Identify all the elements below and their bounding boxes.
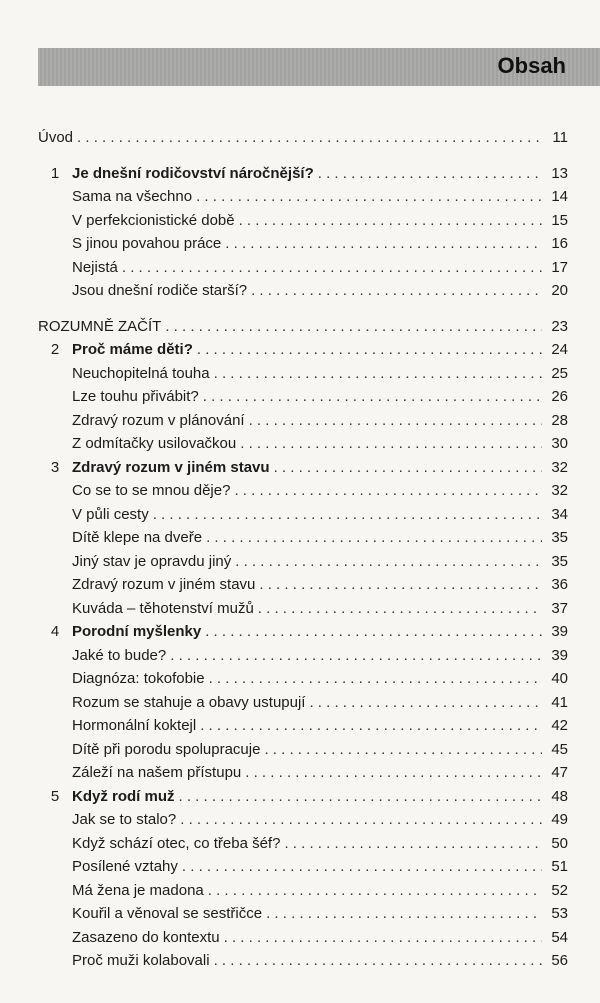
toc-page-number: 25 bbox=[551, 364, 568, 382]
toc-entry[interactable] bbox=[38, 409, 568, 433]
toc-page-number: 34 bbox=[551, 505, 568, 523]
dot-leader bbox=[170, 644, 542, 668]
toc-page-number: 48 bbox=[551, 787, 568, 805]
toc-entry[interactable] bbox=[38, 620, 568, 644]
toc-entry-title: Když rodí muž bbox=[72, 787, 175, 805]
toc-page-number: 15 bbox=[551, 211, 568, 229]
toc-entry[interactable] bbox=[38, 432, 568, 456]
toc-entry[interactable] bbox=[38, 808, 568, 832]
dot-leader bbox=[274, 456, 542, 480]
toc-entry-title: V půli cesty bbox=[72, 505, 149, 523]
toc-page-number: 41 bbox=[551, 693, 568, 711]
toc-page-number: 32 bbox=[551, 458, 568, 476]
toc-entry-title: Hormonální koktejl bbox=[72, 717, 197, 734]
toc-page-number: 49 bbox=[551, 811, 568, 828]
toc-page-number: 24 bbox=[551, 341, 568, 358]
toc-page-number: 56 bbox=[551, 952, 568, 969]
toc-entry[interactable] bbox=[38, 644, 568, 668]
toc-entry-title: Úvod bbox=[38, 129, 74, 146]
dot-leader bbox=[206, 526, 542, 550]
toc-entry-title: Dítě při porodu spolupracuje bbox=[72, 740, 261, 758]
toc-entry-title: Zasazeno do kontextu bbox=[72, 928, 220, 946]
dot-leader bbox=[224, 926, 542, 950]
toc-page-number: 39 bbox=[551, 623, 568, 640]
toc-entry-title: Diagnóza: tokofobie bbox=[72, 670, 205, 687]
toc-page-number: 50 bbox=[551, 834, 568, 852]
dot-leader bbox=[77, 126, 542, 150]
toc-entry-title: Záleží na našem přístupu bbox=[72, 764, 242, 781]
toc-entry[interactable] bbox=[38, 855, 568, 879]
toc-entry-title: Porodní myšlenky bbox=[72, 623, 202, 640]
toc-page-number: 51 bbox=[551, 858, 568, 875]
toc-entry-title: ROZUMNĚ ZAČÍT bbox=[38, 317, 162, 335]
toc-page-number: 26 bbox=[551, 388, 568, 405]
toc-page-number: 39 bbox=[551, 646, 568, 664]
toc-entry[interactable] bbox=[38, 714, 568, 738]
toc-entry-title: Proč máme děti? bbox=[72, 341, 193, 358]
toc-entry-title: V perfekcionistické době bbox=[72, 211, 235, 229]
dot-leader bbox=[165, 315, 542, 339]
toc-page-number: 14 bbox=[551, 188, 568, 205]
toc-page-number: 52 bbox=[551, 881, 568, 899]
toc-page-number: 54 bbox=[551, 928, 568, 946]
toc-entry[interactable] bbox=[38, 761, 568, 785]
dot-leader bbox=[214, 362, 542, 386]
toc-entry-title: Zdravý rozum v jiném stavu bbox=[72, 576, 256, 593]
dot-leader bbox=[258, 597, 542, 621]
toc-entry[interactable] bbox=[38, 315, 568, 339]
toc-entry-title: Když schází otec, co třeba šéf? bbox=[72, 834, 281, 852]
toc-page-number: 23 bbox=[551, 317, 568, 335]
toc-entry[interactable] bbox=[38, 479, 568, 503]
toc-page-number: 53 bbox=[551, 905, 568, 922]
dot-leader bbox=[259, 573, 542, 597]
toc-chapter-number: 4 bbox=[50, 623, 60, 640]
toc-entry[interactable] bbox=[38, 279, 568, 303]
toc-entry-title: Jak se to stalo? bbox=[72, 811, 177, 828]
dot-leader bbox=[182, 855, 542, 879]
dot-leader bbox=[209, 667, 542, 691]
toc-entry-title: Posílené vztahy bbox=[72, 858, 178, 875]
dot-leader bbox=[197, 338, 542, 362]
dot-leader bbox=[266, 902, 542, 926]
toc-entry-title: Má žena je madona bbox=[72, 881, 204, 899]
toc-chapter-number: 3 bbox=[50, 458, 60, 476]
toc-entry-title: Jiný stav je opravdu jiný bbox=[72, 552, 232, 570]
dot-leader bbox=[122, 256, 542, 280]
dot-leader bbox=[214, 949, 542, 973]
dot-leader bbox=[235, 550, 542, 574]
toc-page-number: 35 bbox=[551, 552, 568, 570]
dot-leader bbox=[240, 432, 542, 456]
toc-entry[interactable] bbox=[38, 385, 568, 409]
toc-entry[interactable] bbox=[38, 785, 568, 809]
toc-entry[interactable] bbox=[38, 667, 568, 691]
toc-entry[interactable] bbox=[38, 362, 568, 386]
toc-chapter-number: 5 bbox=[50, 787, 60, 805]
section-gap bbox=[38, 150, 568, 162]
dot-leader bbox=[309, 691, 542, 715]
dot-leader bbox=[153, 503, 542, 527]
toc-entry-title: Z odmítačky usilovačkou bbox=[72, 435, 237, 452]
toc-entry[interactable] bbox=[38, 738, 568, 762]
toc-entry-title: Je dnešní rodičovství náročnější? bbox=[72, 164, 314, 182]
dot-leader bbox=[208, 879, 542, 903]
toc-entry-title: Kouřil a věnoval se sestřičce bbox=[72, 905, 263, 922]
toc-entry-title: Sama na všechno bbox=[72, 188, 193, 205]
dot-leader bbox=[234, 479, 542, 503]
toc-entry-title: Dítě klepe na dveře bbox=[72, 529, 203, 546]
toc-chapter-number: 2 bbox=[50, 341, 60, 358]
toc-entry[interactable] bbox=[38, 256, 568, 280]
dot-leader bbox=[205, 620, 542, 644]
toc-chapter-number: 1 bbox=[50, 164, 60, 182]
toc-page-number: 36 bbox=[551, 576, 568, 593]
toc-entry[interactable] bbox=[38, 550, 568, 574]
toc-entry-title: Proč muži kolabovali bbox=[72, 952, 210, 969]
toc-page-number: 42 bbox=[551, 717, 568, 734]
page-title: Obsah bbox=[497, 53, 566, 78]
toc-entry[interactable] bbox=[38, 597, 568, 621]
toc-entry[interactable] bbox=[38, 879, 568, 903]
toc-entry[interactable] bbox=[38, 926, 568, 950]
toc-entry[interactable] bbox=[38, 949, 568, 973]
dot-leader bbox=[284, 832, 542, 856]
section-gap bbox=[38, 303, 568, 315]
dot-leader bbox=[264, 738, 542, 762]
toc-page-number: 11 bbox=[552, 129, 568, 146]
toc-page-number: 28 bbox=[551, 411, 568, 429]
toc-entry-title: Co se to se mnou děje? bbox=[72, 482, 231, 499]
toc-entry-title: Jsou dnešní rodiče starší? bbox=[72, 282, 248, 299]
toc-entry-title: Zdravý rozum v plánování bbox=[72, 411, 245, 429]
table-of-contents bbox=[38, 126, 568, 973]
toc-page-number: 45 bbox=[551, 740, 568, 758]
dot-leader bbox=[180, 808, 542, 832]
dot-leader bbox=[318, 162, 542, 186]
toc-entry-title: Neuchopitelná touha bbox=[72, 364, 210, 382]
toc-entry-title: S jinou povahou práce bbox=[72, 235, 222, 252]
toc-entry-title: Lze touhu přivábit? bbox=[72, 388, 199, 405]
toc-entry-title: Nejistá bbox=[72, 258, 118, 276]
toc-entry[interactable] bbox=[38, 185, 568, 209]
dot-leader bbox=[251, 279, 542, 303]
toc-entry[interactable] bbox=[38, 338, 568, 362]
toc-entry-title: Kuváda – těhotenství mužů bbox=[72, 599, 254, 617]
toc-entry[interactable] bbox=[38, 456, 568, 480]
toc-entry[interactable] bbox=[38, 126, 568, 150]
toc-page-number: 47 bbox=[551, 764, 568, 781]
toc-page-number: 32 bbox=[551, 482, 568, 499]
toc-page-number: 30 bbox=[551, 435, 568, 452]
toc-entry[interactable] bbox=[38, 503, 568, 527]
dot-leader bbox=[200, 714, 542, 738]
toc-entry-title: Zdravý rozum v jiném stavu bbox=[72, 458, 270, 476]
toc-page-number: 37 bbox=[551, 599, 568, 617]
toc-entry[interactable] bbox=[38, 832, 568, 856]
toc-entry[interactable] bbox=[38, 162, 568, 186]
header-band bbox=[38, 48, 600, 86]
dot-leader bbox=[239, 209, 542, 233]
toc-entry[interactable] bbox=[38, 902, 568, 926]
toc-page-number: 20 bbox=[551, 282, 568, 299]
dot-leader bbox=[179, 785, 542, 809]
toc-page-number: 35 bbox=[551, 529, 568, 546]
toc-entry[interactable] bbox=[38, 209, 568, 233]
toc-page-number: 40 bbox=[551, 670, 568, 687]
toc-entry-title: Jaké to bude? bbox=[72, 646, 167, 664]
dot-leader bbox=[203, 385, 542, 409]
toc-page-number: 13 bbox=[551, 164, 568, 182]
toc-entry[interactable] bbox=[38, 573, 568, 597]
toc-page-number: 16 bbox=[551, 235, 568, 252]
dot-leader bbox=[225, 232, 542, 256]
toc-entry[interactable] bbox=[38, 691, 568, 715]
toc-entry[interactable] bbox=[38, 232, 568, 256]
toc-entry-title: Rozum se stahuje a obavy ustupují bbox=[72, 693, 306, 711]
toc-entry[interactable] bbox=[38, 526, 568, 550]
dot-leader bbox=[245, 761, 542, 785]
dot-leader bbox=[196, 185, 542, 209]
dot-leader bbox=[249, 409, 542, 433]
toc-page-number: 17 bbox=[551, 258, 568, 276]
